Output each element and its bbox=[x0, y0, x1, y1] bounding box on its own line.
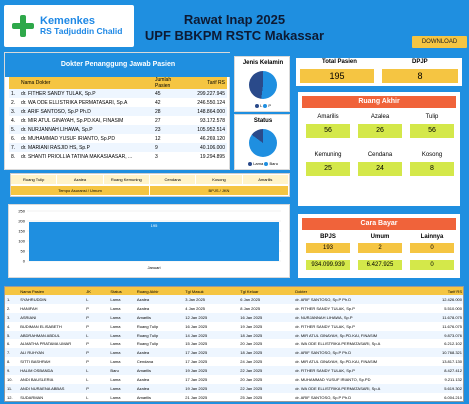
pasien-ruang: Amarilis bbox=[136, 394, 152, 400]
pasien-ruang: Ruang Tulip bbox=[136, 323, 159, 329]
dokter-row-tarif: 19.294.895 bbox=[199, 153, 225, 160]
dokter-row-jumlah: 28 bbox=[153, 107, 183, 116]
ruang-value[interactable]: 56 bbox=[306, 124, 350, 138]
ruang-value[interactable]: 56 bbox=[410, 124, 454, 138]
pasien-status: Lama bbox=[108, 348, 134, 357]
pasien-dokter: dr. FITHER SANDY TULAK, Sp.P bbox=[295, 305, 355, 311]
pasien-name: ANDI NURAENA ABBAS bbox=[18, 384, 84, 393]
dokter-row-name: dr. MIR ATUL GINAYAH, Sp.PD.KAI, FINASIM bbox=[21, 117, 124, 124]
pasien-keluar: 22 Jan 2025 bbox=[238, 366, 293, 375]
pasien-jk: P bbox=[86, 359, 89, 365]
dokter-row-name: dr. WA ODE ELLISTRIKA PERMATASARI, Sp.A bbox=[21, 99, 128, 106]
pasien-ruang: Azalea bbox=[136, 305, 150, 311]
cara-bayar-title: Cara Bayar bbox=[302, 218, 456, 230]
pasien-tarif: 5.510.000 bbox=[444, 305, 462, 311]
table-row[interactable] bbox=[5, 384, 464, 393]
pasien-jk: P bbox=[86, 323, 89, 329]
logo-line2: RS Tadjuddin Chalid bbox=[40, 26, 123, 37]
total-pasien-label: Total Pasien bbox=[322, 59, 357, 65]
ruang-label: Amarilis bbox=[317, 114, 339, 120]
logo-line1: Kemenkes bbox=[40, 14, 96, 27]
pasien-col-header[interactable]: Nama Pasien bbox=[18, 287, 84, 295]
cara-bayar-amount: 934.099.939 bbox=[306, 260, 350, 270]
ruang-value[interactable]: 26 bbox=[358, 124, 402, 138]
pasien-status: Lama bbox=[110, 359, 121, 365]
pasien-ruang: Cendana bbox=[136, 359, 154, 365]
pasien-status: Lama bbox=[108, 384, 134, 393]
ruang-filter-chip[interactable]: Azalea bbox=[57, 175, 102, 184]
y-tick-label: 100 bbox=[18, 238, 25, 244]
dokter-row-jumlah: 42 bbox=[155, 99, 161, 106]
y-tick-label: 50 bbox=[20, 248, 25, 254]
bar-chart-panel bbox=[8, 204, 290, 278]
dokter-row-tarif: 40.106.000 bbox=[183, 143, 227, 152]
dokter-row-jumlah: 23 bbox=[153, 125, 183, 134]
y-tick-label: 200 bbox=[18, 218, 25, 224]
dokter-row-tarif: 299.227.945 bbox=[183, 89, 227, 98]
dokter-title: Dokter Penanggung Jawab Pasien bbox=[5, 53, 231, 77]
dokter-row-no: 2. bbox=[11, 99, 16, 106]
dokter-row[interactable] bbox=[9, 98, 227, 107]
dokter-row-jumlah: 9 bbox=[153, 143, 183, 152]
pasien-ruang: Ruang Tulip bbox=[135, 331, 183, 340]
pasien-tarif: 9.211.132 bbox=[444, 376, 462, 382]
pasien-ruang: Azalea bbox=[136, 376, 150, 382]
pasien-no: 3. bbox=[5, 313, 18, 322]
pasien-masuk: 12 Jan 2025 bbox=[183, 313, 238, 322]
dokter-row-no: 7. bbox=[9, 143, 19, 152]
jenis-kelamin-legend: L P bbox=[235, 103, 291, 108]
ruang-filter-chip[interactable]: Ruang Kemuning bbox=[104, 175, 149, 184]
pasien-ruang: Azalea bbox=[135, 348, 183, 357]
pasien-name: SYAHRUDDIN bbox=[18, 295, 84, 304]
ruang-filter-panel bbox=[10, 173, 290, 197]
pasien-masuk: 3 Jan 2025 bbox=[183, 295, 238, 304]
ruang-label: Cendana bbox=[367, 152, 393, 158]
dokter-row-name: dr. SHANTI PRIOLLIA TATINA MAKASIAASAR, ... bbox=[21, 153, 133, 160]
pasien-dokter: dr. WA ODE ELLISTRIKA PERMATASARI, Sp.A bbox=[293, 384, 425, 393]
pasien-name: ALMATHA PRATAMA UMAR bbox=[20, 341, 72, 347]
pasien-name: ABDRAHMAN ABDUL bbox=[18, 331, 84, 340]
dokter-row-no: 4. bbox=[11, 117, 16, 124]
pasien-jk: P bbox=[86, 305, 89, 311]
dokter-row-no: 5. bbox=[9, 125, 19, 134]
table-row[interactable] bbox=[5, 393, 464, 402]
pasien-masuk: 19 Jan 2025 bbox=[183, 366, 238, 375]
pasien-jk: L bbox=[84, 295, 108, 304]
cara-bayar-amount: 6.427.925 bbox=[358, 260, 402, 270]
pasien-name: BUDIMAN ELISABETH bbox=[20, 323, 62, 329]
dokter-row-name: dr. FITHER SANDY TULAK, Sp.P bbox=[19, 89, 153, 98]
pasien-keluar: 25 Jan 2025 bbox=[240, 394, 263, 400]
dokter-row[interactable] bbox=[9, 134, 227, 143]
pasien-keluar: 18 Jan 2025 bbox=[238, 348, 293, 357]
pasien-ruang: Amarilis bbox=[135, 366, 183, 375]
dokter-row-no: 6. bbox=[11, 135, 16, 142]
table-row[interactable] bbox=[5, 331, 464, 340]
pasien-col-header[interactable]: Tarif RS bbox=[425, 287, 464, 295]
pasien-jk: L bbox=[86, 376, 89, 382]
dokter-row-jumlah: 45 bbox=[153, 89, 183, 98]
pasien-table-panel bbox=[4, 286, 464, 402]
pasien-tarif: 10.768.321 bbox=[425, 348, 464, 357]
pasien-keluar: 20 Jan 2025 bbox=[240, 376, 263, 382]
pasien-keluar: 18 Jan 2025 bbox=[238, 331, 293, 340]
dokter-row[interactable] bbox=[9, 107, 227, 116]
pasien-no: 9. bbox=[5, 366, 18, 375]
pasien-masuk: 4 Jan 2025 bbox=[185, 305, 206, 311]
pasien-jk: P bbox=[86, 341, 89, 347]
dokter-row-no: 1. bbox=[9, 89, 19, 98]
pasien-col-header[interactable]: Status bbox=[108, 287, 134, 295]
ruang-label: Kemuning bbox=[314, 152, 342, 158]
pasien-keluar: 16 Jan 2025 bbox=[238, 313, 293, 322]
pasien-tarif: 5.619.302 bbox=[425, 384, 464, 393]
pasien-tarif: 6.212.102 bbox=[444, 341, 462, 347]
pasien-dokter: dr. ARIF SANTOSO, Sp.P Ph.D bbox=[295, 394, 352, 400]
y-tick-label: 250 bbox=[18, 208, 25, 214]
pasien-ruang: Amarilis bbox=[135, 313, 183, 322]
pasien-status: Lama bbox=[108, 295, 134, 304]
pasien-col-header[interactable]: JK bbox=[84, 287, 108, 295]
table-row[interactable] bbox=[5, 313, 464, 322]
pasien-dokter: dr. MIR ATUL GINAYAH, Sp.PD.KAI, FINASIM bbox=[295, 359, 378, 365]
col-tarif[interactable]: Tarif RS bbox=[183, 77, 227, 89]
table-row[interactable] bbox=[5, 357, 464, 366]
pasien-keluar: 22 Jan 2025 bbox=[238, 384, 293, 393]
dokter-row[interactable] bbox=[9, 125, 227, 134]
pasien-jk: P bbox=[84, 313, 108, 322]
pasien-col-header[interactable]: Tgl Masuk bbox=[183, 287, 238, 295]
pasien-name: ASRIANI bbox=[18, 313, 84, 322]
dokter-row-name: dr. MUHAMMAD YUSUF IRIANTO, Sp.PD bbox=[21, 135, 115, 142]
pasien-ruang: Ruang Tulip bbox=[136, 341, 159, 347]
dokter-row-tarif: 246.550.124 bbox=[197, 99, 225, 106]
pasien-masuk: 15 Jan 2025 bbox=[185, 341, 208, 347]
dokter-row[interactable] bbox=[9, 152, 227, 161]
pasien-name: ANDI BAUSLERIA bbox=[20, 376, 54, 382]
ruang-value[interactable]: 8 bbox=[410, 162, 454, 176]
jenis-kelamin-pie[interactable] bbox=[249, 71, 277, 99]
pasien-keluar: 6 Jan 2025 bbox=[238, 295, 293, 304]
dokter-row-tarif: 148.864.000 bbox=[183, 107, 227, 116]
col-jumlah[interactable]: Jumlah Pasien bbox=[153, 77, 183, 89]
dokter-row-no: 8. bbox=[11, 153, 16, 160]
ruang-filter-chip[interactable]: Ruang Tulip bbox=[11, 175, 56, 184]
pasien-masuk: 19 Jan 2025 bbox=[183, 384, 238, 393]
jenis-kelamin-title: Jenis Kelamin bbox=[242, 60, 284, 66]
pasien-masuk: 17 Jan 2025 bbox=[185, 359, 208, 365]
pasien-keluar: 20 Jan 2025 bbox=[240, 341, 263, 347]
table-row[interactable] bbox=[5, 348, 464, 357]
pasien-keluar: 24 Jan 2025 bbox=[240, 359, 263, 365]
page-subtitle: UPF BBKPM RSTC Makassar bbox=[144, 28, 325, 43]
pasien-tarif: 11.678.075 bbox=[425, 313, 464, 322]
pasien-name: ALI RUHYAN bbox=[18, 348, 84, 357]
pasien-col-header[interactable]: Tgl Keluar bbox=[238, 287, 293, 295]
pasien-dokter: dr. FITHER SANDY TULAK, Sp.P bbox=[295, 323, 355, 329]
pasien-no: 1. bbox=[5, 295, 18, 304]
pasien-keluar: 8 Jan 2025 bbox=[240, 305, 261, 311]
jenis-kelamin-panel bbox=[234, 56, 290, 112]
dokter-row-jumlah: 12 bbox=[155, 135, 161, 142]
download-button[interactable]: DOWNLOAD bbox=[412, 36, 467, 48]
pasien-no: 8. bbox=[7, 359, 11, 365]
pasien-status: Lama bbox=[108, 313, 134, 322]
ruang-value[interactable]: 24 bbox=[358, 162, 402, 176]
pasien-masuk: 14 Jan 2025 bbox=[183, 331, 238, 340]
pasien-keluar: 19 Jan 2025 bbox=[240, 323, 263, 329]
status-pie[interactable] bbox=[249, 129, 277, 157]
pasien-name: SUDARMAN bbox=[20, 394, 44, 400]
pasien-no: 6. bbox=[7, 341, 11, 347]
pasien-jk: L bbox=[86, 394, 89, 400]
pasien-no: 5. bbox=[5, 331, 18, 340]
y-tick-label: 0 bbox=[22, 258, 25, 264]
pasien-ruang: Azalea bbox=[135, 384, 183, 393]
ruang-label: Tulip bbox=[425, 114, 439, 120]
pasien-dokter: dr. MUHAMMAD YUSUF IRIANTO, Sp.PD bbox=[295, 376, 371, 382]
dpjp-label: DPJP bbox=[412, 59, 428, 65]
page-title: Rawat Inap 2025 bbox=[183, 12, 286, 27]
pasien-tarif: 13.817.130 bbox=[441, 359, 462, 365]
pasien-dokter: dr. FITHER SANDY TULAK, Sp.P bbox=[293, 366, 425, 375]
dokter-row-jumlah: 3 bbox=[155, 153, 158, 160]
dokter-row[interactable] bbox=[9, 89, 227, 98]
pasien-masuk: 21 Jan 2025 bbox=[185, 394, 208, 400]
pasien-jk: L bbox=[84, 366, 108, 375]
status-panel bbox=[234, 114, 290, 170]
pasien-status: Lama bbox=[110, 376, 121, 382]
col-nama-dokter[interactable]: Nama Dokter bbox=[19, 77, 153, 89]
dokter-row-no: 3. bbox=[9, 107, 19, 116]
dokter-row[interactable] bbox=[9, 143, 227, 152]
pasien-no: 7. bbox=[5, 348, 18, 357]
cara-bayar-amount: 0 bbox=[410, 260, 454, 270]
cara-bayar-count: 0 bbox=[410, 243, 454, 253]
dpjp-value: 8 bbox=[382, 69, 458, 83]
dokter-row-name: dr. MARIANI RASJID HS, Sp.P bbox=[19, 143, 153, 152]
dokter-row[interactable] bbox=[9, 116, 227, 125]
pasien-dokter: dr. ARIF SANTOSO, Sp.P Ph.D bbox=[293, 348, 425, 357]
pasien-status: Lama bbox=[110, 341, 121, 347]
table-row[interactable] bbox=[5, 366, 464, 375]
pasien-no: 4. bbox=[7, 323, 11, 329]
pasien-table bbox=[5, 287, 464, 402]
pasien-name: SITTI BASHRAH bbox=[20, 359, 51, 365]
pasien-masuk: 17 Jan 2025 bbox=[185, 376, 208, 382]
pasien-jk: P bbox=[84, 384, 108, 393]
ruang-akhir-panel bbox=[296, 90, 462, 208]
dokter-row-tarif: 93.172.578 bbox=[199, 117, 225, 124]
pasien-dokter: dr. WA ODE ELLISTRIKA PERMATASARI, Sp.A bbox=[295, 341, 381, 347]
pasien-ruang: Azalea bbox=[135, 295, 183, 304]
table-row[interactable] bbox=[5, 375, 464, 384]
pasien-no: 11. bbox=[5, 384, 18, 393]
cara-bayar-label: BPJS bbox=[320, 234, 336, 240]
status-legend: Lama Baru bbox=[235, 161, 291, 166]
pasien-tarif: 12.426.000 bbox=[425, 295, 464, 304]
pasien-name: HALIM OSBANDA bbox=[18, 366, 84, 375]
ruang-label: Azalea bbox=[370, 114, 390, 120]
table-row[interactable] bbox=[5, 304, 464, 313]
pasien-status: Lama bbox=[110, 323, 121, 329]
status-title: Status bbox=[253, 118, 273, 124]
dokter-table bbox=[9, 77, 227, 161]
cara-bayar-label: Umum bbox=[370, 234, 390, 240]
ruang-label: Kosong bbox=[421, 152, 443, 158]
pasien-status: Lama bbox=[110, 394, 121, 400]
pasien-tarif: 6.004.210 bbox=[444, 394, 462, 400]
pasien-status: Lama bbox=[108, 331, 134, 340]
ruang-filter-chip[interactable]: Kosong bbox=[196, 175, 241, 184]
bayar-filter-chip[interactable]: BPJS / JKN bbox=[150, 186, 288, 195]
pasien-jk: L bbox=[84, 331, 108, 340]
total-panel bbox=[296, 58, 462, 86]
total-pasien-value: 195 bbox=[300, 69, 374, 83]
pasien-col-header[interactable]: Ruang Akhir bbox=[135, 287, 183, 295]
pasien-no: 12. bbox=[7, 394, 13, 400]
pasien-no: 10. bbox=[7, 376, 13, 382]
pasien-jk: P bbox=[84, 348, 108, 357]
dokter-row-jumlah: 27 bbox=[155, 117, 161, 124]
cara-bayar-panel bbox=[296, 212, 462, 280]
cara-bayar-count: 193 bbox=[306, 243, 350, 253]
y-tick-label: 150 bbox=[18, 228, 25, 234]
pasien-dokter: dr. NURJANNAH LIHAWA, Sp.P bbox=[293, 313, 425, 322]
pasien-tarif: 11.676.075 bbox=[442, 323, 462, 329]
pasien-status: Baru bbox=[108, 366, 134, 375]
pasien-name: HANIFAH bbox=[20, 305, 38, 311]
pasien-dokter: dr. ARIF SANTOSO, Sp.P Ph.D bbox=[293, 295, 425, 304]
x-category-label: Januari bbox=[147, 265, 161, 270]
chart-data-label: 195 bbox=[150, 223, 158, 228]
ruang-value[interactable]: 25 bbox=[306, 162, 350, 176]
bar-chart bbox=[9, 205, 289, 277]
table-row[interactable] bbox=[5, 322, 464, 331]
dokter-row-tarif: 105.952.514 bbox=[183, 125, 227, 134]
pasien-masuk: 16 Jan 2025 bbox=[185, 323, 208, 329]
dokter-panel bbox=[4, 52, 230, 170]
pasien-col-header[interactable]: Dokter bbox=[293, 287, 425, 295]
ruang-filter-chip[interactable]: Amarilis bbox=[243, 175, 288, 184]
pasien-tarif: 9.873.076 bbox=[425, 331, 464, 340]
pasien-dokter: dr. MIR ATUL GINAYAH, Sp.PD.KAI, FINASIM bbox=[293, 331, 425, 340]
pasien-no: 2. bbox=[7, 305, 11, 311]
dokter-row-tarif: 46.269.120 bbox=[199, 135, 225, 142]
ruang-akhir-title: Ruang Akhir bbox=[302, 96, 456, 108]
pasien-masuk: 17 Jan 2025 bbox=[183, 348, 238, 357]
dokter-row-name: dr. NURJANNAH LIHAWA, Sp.P bbox=[19, 125, 153, 134]
dokter-row-name: dr. ARIF SANTOSO, Sp.P Ph.D bbox=[19, 107, 153, 116]
bayar-filter-chip[interactable]: Tempo Asuransi / Umum bbox=[11, 186, 149, 195]
table-row[interactable] bbox=[5, 339, 464, 348]
table-row[interactable] bbox=[5, 295, 464, 304]
pasien-status: Lama bbox=[110, 305, 121, 311]
cara-bayar-label: Lainnya bbox=[420, 234, 444, 240]
cara-bayar-count: 2 bbox=[358, 243, 402, 253]
ruang-filter-chip[interactable]: Cendana bbox=[150, 175, 195, 184]
pasien-tarif: 8.427.412 bbox=[425, 366, 464, 375]
